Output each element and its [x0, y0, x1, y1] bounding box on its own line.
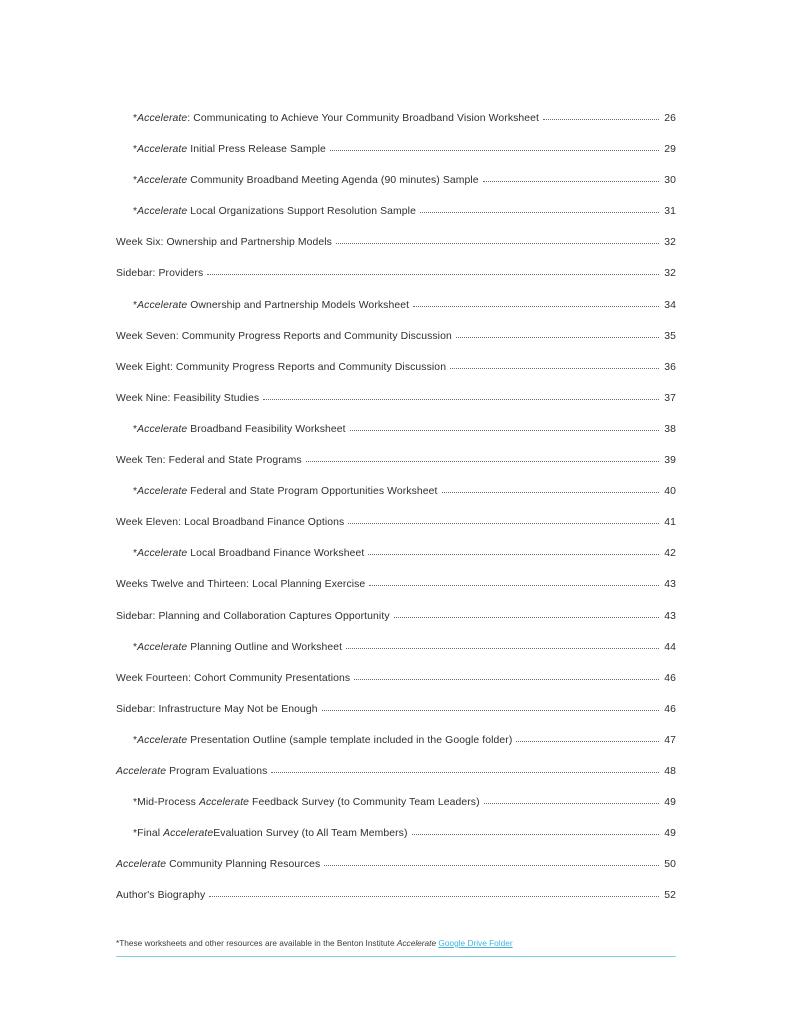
toc-entry-text: Author's Biography — [116, 890, 206, 902]
toc-dot-leader — [350, 422, 659, 431]
toc-entry-prefix: * — [133, 206, 138, 218]
toc-page-number: 48 — [664, 765, 676, 777]
toc-dot-leader — [368, 546, 659, 555]
toc-entry[interactable] — [116, 112, 676, 143]
google-drive-folder-link[interactable]: Google Drive Folder — [438, 938, 513, 948]
toc-entry[interactable] — [116, 734, 676, 765]
toc-dot-leader — [207, 266, 659, 275]
toc-dot-leader — [209, 888, 659, 897]
toc-dot-leader — [271, 764, 659, 773]
footnote-italic: Accelerate — [396, 938, 437, 948]
toc-dot-leader — [413, 298, 659, 307]
toc-page-number: 49 — [664, 797, 676, 809]
toc-entry-title — [133, 548, 364, 559]
toc-page-number: 38 — [664, 423, 676, 435]
toc-entry-text: Sidebar: Infrastructure May Not be Enough — [116, 703, 318, 715]
toc-entry-title — [116, 455, 302, 466]
toc-dot-leader — [330, 142, 659, 151]
toc-entry[interactable] — [116, 423, 676, 454]
toc-page-number: 52 — [664, 890, 676, 902]
toc-page-number: 42 — [664, 548, 676, 560]
toc-entry[interactable] — [116, 796, 676, 827]
footnote-divider — [116, 956, 676, 957]
toc-entry-title — [133, 175, 479, 186]
toc-entry-text: : Communicating to Achieve Your Community Broadband Vision Worksheet — [187, 113, 540, 124]
toc-entry-text: Week Eleven: Local Broadband Finance Options — [116, 517, 345, 529]
toc-entry-title — [116, 268, 203, 279]
toc-page-number: 32 — [664, 237, 676, 249]
toc-page-number: 29 — [664, 144, 676, 156]
toc-dot-leader — [420, 204, 659, 213]
toc-page-number: 34 — [664, 299, 676, 311]
toc-entry-prefix: *Mid-Process — [133, 797, 199, 809]
toc-entry-italic: Accelerate — [137, 641, 188, 653]
toc-dot-leader — [324, 857, 659, 866]
toc-entry-text: Week Six: Ownership and Partnership Models — [116, 237, 332, 249]
toc-entry-title — [133, 300, 409, 311]
toc-page-number: 46 — [664, 672, 676, 684]
toc-entry-title — [116, 673, 350, 684]
toc-entry-italic: Accelerate — [137, 548, 188, 560]
toc-entry[interactable] — [116, 516, 676, 547]
toc-entry-text: Ownership and Partnership Models Worksheet — [187, 299, 410, 311]
toc-dot-leader — [369, 577, 659, 586]
toc-entry-title — [133, 113, 539, 124]
toc-page-number: 47 — [664, 734, 676, 746]
toc-page-number: 31 — [664, 206, 676, 218]
toc-page-number: 30 — [664, 175, 676, 187]
toc-page-number: 43 — [664, 610, 676, 622]
toc-dot-leader — [354, 671, 659, 680]
toc-page-number: 39 — [664, 455, 676, 467]
toc-entry-title — [116, 611, 390, 622]
toc-entry[interactable] — [116, 143, 676, 174]
toc-entry-title — [133, 486, 438, 497]
toc-entry-text: Local Broadband Finance Worksheet — [187, 548, 365, 560]
toc-entry-title — [116, 890, 205, 901]
toc-entry-italic: Accelerate — [198, 797, 250, 809]
toc-dot-leader — [543, 111, 659, 120]
toc-entry[interactable] — [116, 547, 676, 578]
toc-dot-leader — [516, 733, 659, 742]
toc-dot-leader — [484, 795, 659, 804]
toc-entry[interactable] — [116, 889, 676, 920]
toc-entry-text: Initial Press Release Sample — [187, 144, 326, 156]
toc-page-number: 50 — [664, 859, 676, 871]
toc-entry-text: Broadband Feasibility Worksheet — [187, 423, 346, 435]
toc-page-number: 35 — [664, 330, 676, 342]
toc-dot-leader — [336, 235, 659, 244]
toc-entry-text: Planning Outline and Worksheet — [187, 641, 343, 653]
toc-page-number: 46 — [664, 703, 676, 715]
toc-entry-title — [116, 517, 344, 528]
toc-dot-leader — [450, 360, 659, 369]
toc-entry[interactable] — [116, 610, 676, 641]
toc-dot-leader — [348, 515, 659, 524]
toc-entry-prefix: * — [133, 486, 138, 498]
toc-entry-prefix: *Final — [133, 828, 164, 840]
toc-entry-italic: Accelerate — [163, 828, 214, 840]
toc-entry[interactable] — [116, 672, 676, 703]
toc-page-number: 32 — [664, 268, 676, 280]
toc-page-number: 44 — [664, 641, 676, 653]
toc-entry-italic: Accelerate — [116, 859, 167, 871]
toc-entry-italic: Accelerate — [137, 175, 188, 187]
toc-entry[interactable] — [116, 299, 676, 330]
toc-entry[interactable] — [116, 858, 676, 889]
toc-entry-title — [133, 735, 512, 746]
toc-page-number: 43 — [664, 579, 676, 591]
toc-entry-text: Presentation Outline (sample template included in the Google folder) — [187, 734, 513, 746]
toc-entry-title — [133, 144, 326, 155]
footnote-text: *These worksheets and other resources are available in the Benton Institute — [116, 938, 397, 948]
toc-entry-title — [133, 424, 346, 435]
toc-entry-title — [116, 766, 267, 777]
toc-entry-italic: Accelerate — [137, 486, 188, 498]
toc-entry-text: Weeks Twelve and Thirteen: Local Planning Exercise — [116, 579, 366, 591]
toc-entry-italic: Accelerate — [137, 734, 188, 746]
toc-entry-text: Community Broadband Meeting Agenda (90 minutes) Sample — [187, 175, 479, 187]
toc-entry[interactable] — [116, 641, 676, 672]
toc-entry-prefix: * — [133, 734, 138, 746]
toc-entry-text: Federal and State Program Opportunities Worksheet — [187, 486, 438, 498]
toc-entry[interactable] — [116, 765, 676, 796]
toc-entry-text: Program Evaluations — [166, 765, 268, 777]
toc-dot-leader — [263, 391, 659, 400]
toc-entry-italic: Accelerate — [137, 144, 188, 156]
toc-dot-leader — [456, 329, 659, 338]
toc-entry[interactable] — [116, 174, 676, 205]
toc-dot-leader — [346, 640, 659, 649]
toc-dot-leader — [483, 173, 659, 182]
toc-entry[interactable] — [116, 703, 676, 734]
toc-page-number: 37 — [664, 392, 676, 404]
toc-entry-text: Local Organizations Support Resolution Sample — [187, 206, 416, 218]
toc-entry-italic: Accelerate — [116, 765, 167, 777]
footnote — [116, 938, 676, 948]
toc-entry[interactable] — [116, 361, 676, 392]
toc-entry-title — [116, 579, 365, 590]
toc-page-number: 49 — [664, 828, 676, 840]
toc-entry-title — [133, 797, 480, 808]
table-of-contents — [116, 112, 676, 920]
toc-entry-title — [133, 642, 342, 653]
toc-entry[interactable] — [116, 392, 676, 423]
toc-entry-prefix: * — [133, 548, 138, 560]
toc-page-number: 36 — [664, 361, 676, 373]
toc-entry-text: Week Eight: Community Progress Reports and Community Discussion — [116, 361, 447, 373]
toc-entry-italic: Accelerate — [137, 113, 188, 124]
toc-page-number: 41 — [664, 517, 676, 529]
toc-entry-text: Sidebar: Providers — [116, 268, 204, 280]
toc-entry[interactable] — [116, 454, 676, 485]
toc-entry[interactable] — [116, 236, 676, 267]
toc-entry-text: Evaluation Survey (to All Team Members) — [213, 828, 408, 840]
toc-entry-italic: Accelerate — [137, 423, 188, 435]
toc-entry-italic: Accelerate — [137, 206, 188, 218]
toc-entry-text: Week Seven: Community Progress Reports and Community Discussion — [116, 330, 452, 342]
toc-entry-title — [133, 828, 408, 839]
toc-entry-title — [116, 393, 259, 404]
toc-entry-prefix: * — [133, 175, 138, 187]
toc-dot-leader — [306, 453, 659, 462]
toc-entry[interactable] — [116, 578, 676, 609]
toc-entry-prefix: * — [133, 144, 138, 156]
toc-entry[interactable] — [116, 485, 676, 516]
toc-dot-leader — [322, 702, 659, 711]
toc-page-number: 26 — [664, 113, 676, 124]
toc-entry-prefix: * — [133, 641, 138, 653]
toc-entry[interactable] — [116, 330, 676, 361]
toc-entry-text: Sidebar: Planning and Collaboration Captures Opportunity — [116, 610, 390, 622]
toc-entry-title — [116, 859, 320, 870]
toc-entry-prefix: * — [133, 299, 138, 311]
toc-entry-text: Week Fourteen: Cohort Community Presentations — [116, 672, 351, 684]
toc-entry-title — [116, 704, 318, 715]
toc-page-number: 40 — [664, 486, 676, 498]
toc-entry[interactable] — [116, 205, 676, 236]
toc-entry-text: Feedback Survey (to Community Team Leaders) — [249, 797, 480, 809]
toc-entry[interactable] — [116, 267, 676, 298]
toc-entry-title — [116, 237, 332, 248]
toc-entry-text: Community Planning Resources — [166, 859, 321, 871]
toc-entry-text: Week Nine: Feasibility Studies — [116, 392, 260, 404]
toc-entry-title — [133, 206, 416, 217]
toc-entry[interactable] — [116, 827, 676, 858]
toc-entry-title — [116, 362, 446, 373]
toc-dot-leader — [394, 609, 659, 618]
toc-dot-leader — [412, 826, 659, 835]
toc-entry-prefix: * — [133, 113, 138, 124]
toc-entry-text: Week Ten: Federal and State Programs — [116, 455, 302, 467]
toc-entry-italic: Accelerate — [137, 299, 188, 311]
toc-entry-prefix: * — [133, 423, 138, 435]
toc-entry-title — [116, 331, 452, 342]
toc-dot-leader — [442, 484, 659, 493]
